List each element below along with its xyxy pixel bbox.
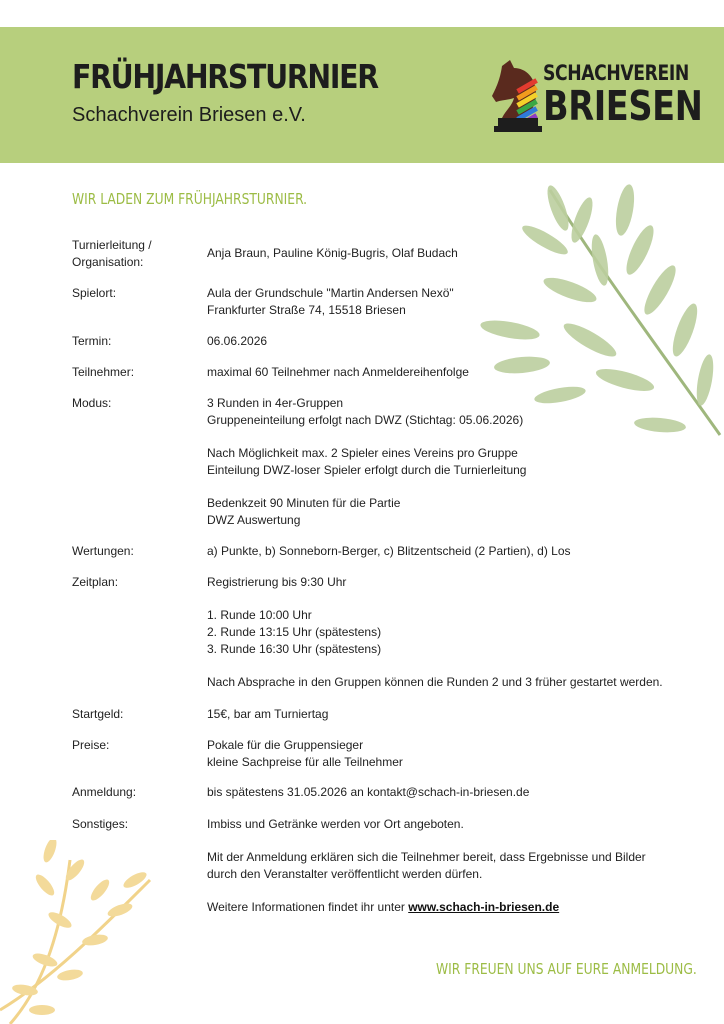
value-preise: Pokale für die Gruppensieger kleine Sachpreise für alle Teilnehmer: [207, 738, 403, 769]
label-startgeld: Startgeld:: [72, 707, 124, 721]
label-modus: Modus:: [72, 396, 112, 410]
value-termin: 06.06.2026: [207, 334, 268, 348]
label-anmeldung: Anmeldung:: [72, 785, 137, 799]
value-teilnehmer: maximal 60 Teilnehmer nach Anmeldereihenfolge: [207, 365, 469, 379]
value-wertungen: a) Punkte, b) Sonneborn-Berger, c) Blitzentscheid (2 Partien), d) Los: [207, 544, 571, 558]
label-termin: Termin:: [72, 334, 112, 348]
value-modus: 3 Runden in 4er-Gruppen Gruppeneinteilung erfolgt nach DWZ (Stichtag: 05.06.2026) Nach Möglichkeit max. 2 Spieler eines Vereins pro Gruppe Einteilung DWZ-loser Spieler erfolgt durch die Turnierleitung Bedenkzeit 90 Minuten für die Partie DWZ Auswertung: [207, 396, 527, 527]
label-zeitplan: Zeitplan:: [72, 575, 119, 589]
chess-knight-rainbow-icon: [488, 58, 544, 134]
value-startgeld: 15€, bar am Turniertag: [207, 707, 329, 721]
logo-text-bottom: BRIESEN: [543, 82, 703, 130]
intro-heading: WIR LADEN ZUM FRÜHJAHRSTURNIER.: [72, 190, 308, 208]
label-spielort: Spielort:: [72, 286, 117, 300]
value-anmeldung: bis spätestens 31.05.2026 an kontakt@schach-in-briesen.de: [207, 785, 530, 799]
value-zeitplan: Registrierung bis 9:30 Uhr 1. Runde 10:00 Uhr 2. Runde 13:15 Uhr (spätestens) 3. Runde 16:30 Uhr (spätestens) Nach Absprache in den Gruppen können die Runden 2 und 3 früher gestartet werden.: [207, 575, 663, 689]
label-organisation: Turnierleitung / Organisation:: [72, 238, 152, 269]
value-organisation: Anja Braun, Pauline König-Bugris, Olaf Budach: [207, 246, 458, 260]
label-wertungen: Wertungen:: [72, 544, 134, 558]
yellow-branch-icon: [0, 840, 170, 1024]
value-spielort: Aula der Grundschule "Martin Andersen Nexö" Frankfurter Straße 74, 15518 Briesen: [207, 286, 454, 317]
website-link[interactable]: www.schach-in-briesen.de: [408, 900, 560, 914]
value-sonstiges: Imbiss und Getränke werden vor Ort angeboten. Mit der Anmeldung erklären sich die Teilnehmer bereit, dass Ergebnisse und Bilder durch den Veranstalter veröffentlicht werden dürfen. Weitere Informationen findet ihr unter www.schach-in-briesen.de: [207, 817, 646, 914]
logo-text-top: SCHACHVEREIN: [543, 61, 689, 85]
label-teilnehmer: Teilnehmer:: [72, 365, 135, 379]
page-subtitle: Schachverein Briesen e.V.: [72, 104, 306, 126]
label-sonstiges: Sonstiges:: [72, 817, 129, 831]
label-preise: Preise:: [72, 738, 110, 752]
outro-heading: WIR FREUEN UNS AUF EURE ANMELDUNG.: [436, 960, 697, 978]
page-title: FRÜHJAHRSTURNIER: [72, 57, 378, 96]
